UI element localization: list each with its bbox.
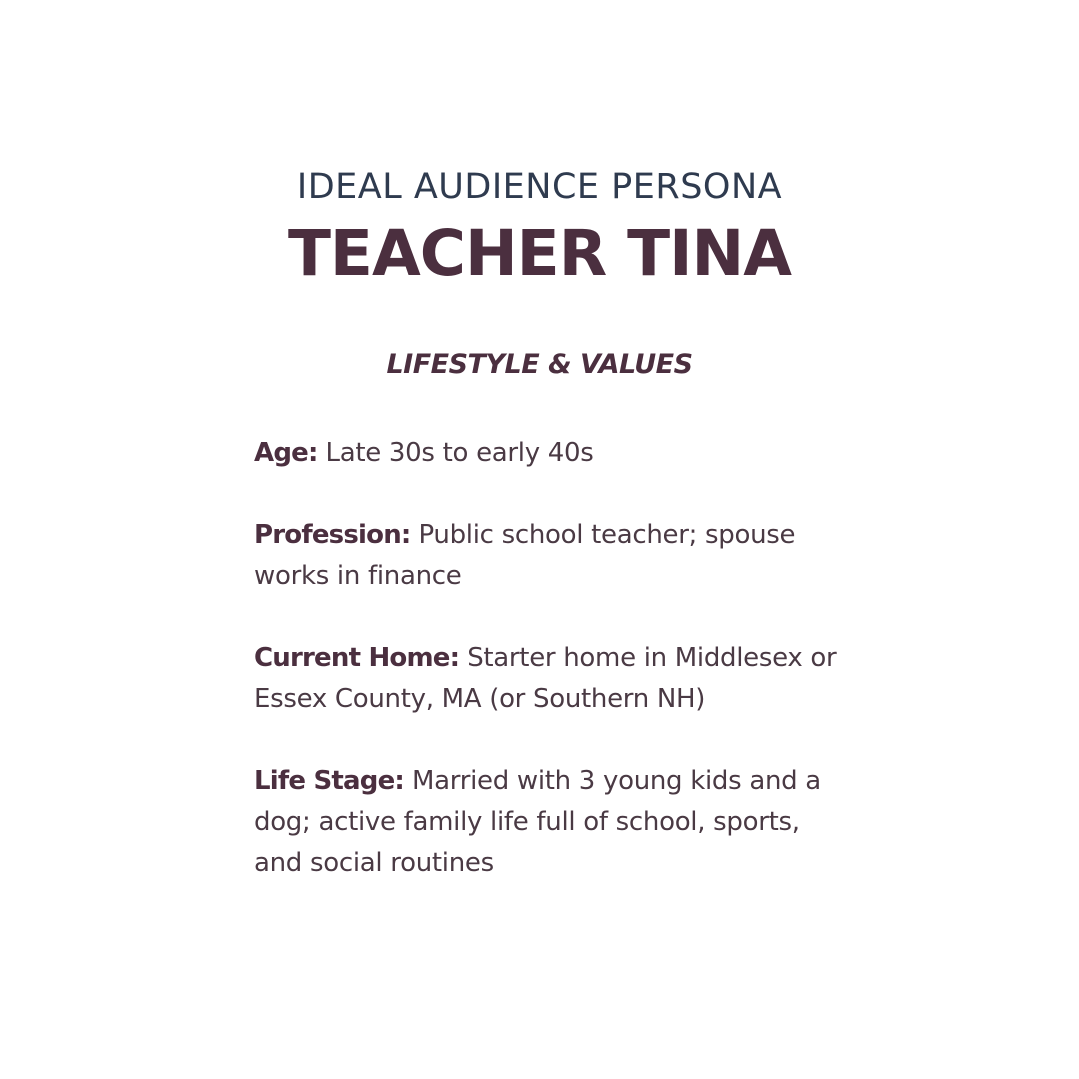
field-profession-value: Public school teacher; spouse works in finance <box>254 520 796 591</box>
persona-title: TEACHER TINA <box>287 217 792 290</box>
field-age-label: Age: <box>254 438 318 468</box>
field-profession-label: Profession: <box>254 520 411 550</box>
persona-fields <box>254 433 854 925</box>
field-age <box>254 433 854 474</box>
field-current-home-value: Starter home in Middlesex or Essex County, MA (or Southern NH) <box>254 643 837 714</box>
section-heading: LIFESTYLE & VALUES <box>386 349 693 380</box>
field-life-stage-label: Life Stage: <box>254 766 405 796</box>
field-life-stage-value: Married with 3 young kids and a dog; active family life full of school, sports, and social routines <box>254 766 821 878</box>
field-profession <box>254 515 854 597</box>
field-age-value: Late 30s to early 40s <box>325 438 594 468</box>
field-current-home-label: Current Home: <box>254 643 460 673</box>
field-current-home <box>254 638 854 720</box>
persona-kicker: IDEAL AUDIENCE PERSONA <box>296 167 783 207</box>
field-life-stage <box>254 761 854 884</box>
